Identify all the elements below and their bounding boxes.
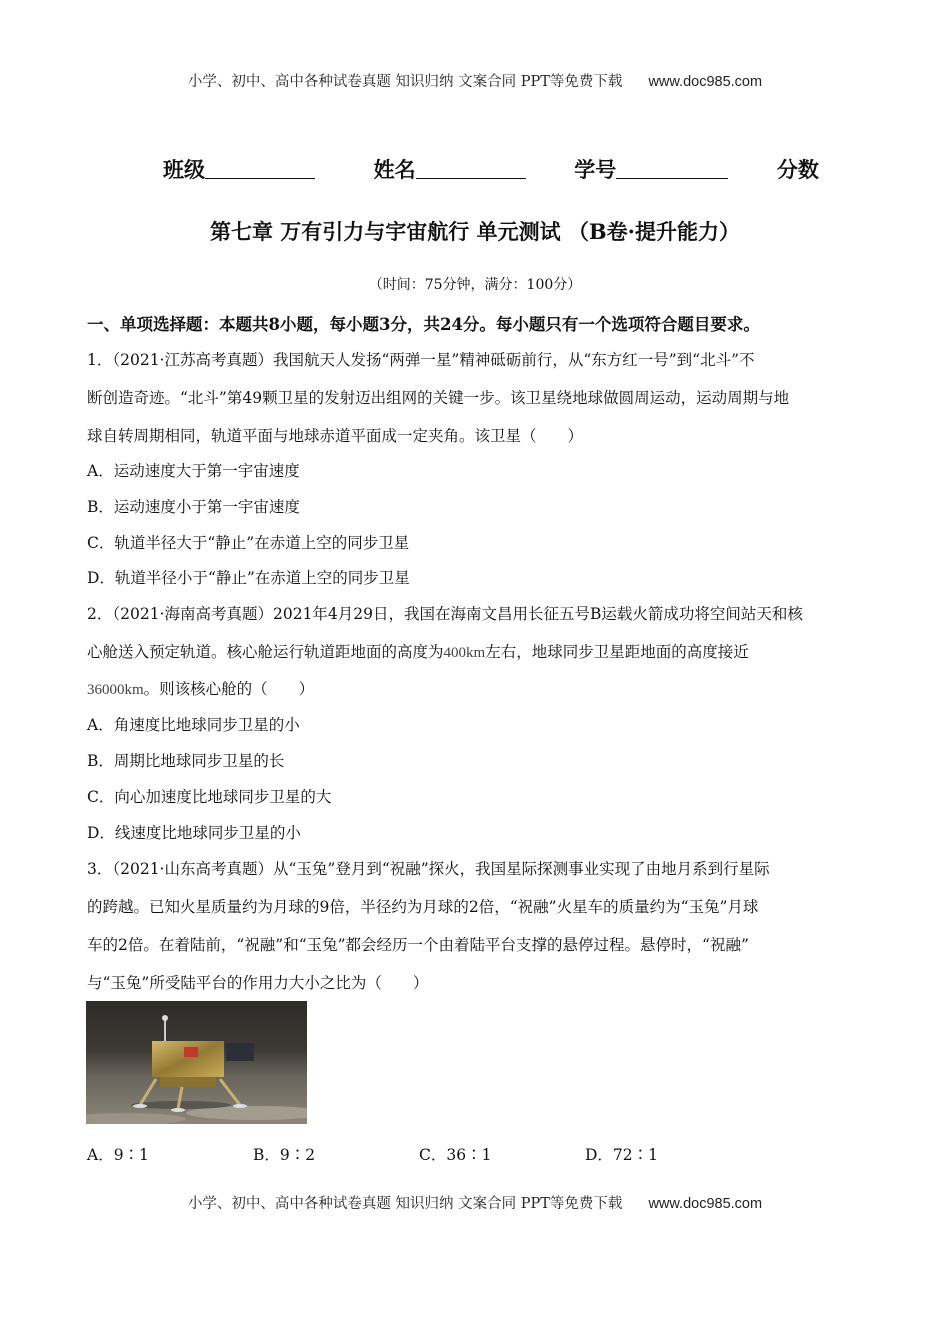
lander-illustration xyxy=(86,1001,307,1124)
q2-option-b: B．周期比地球同步卫星的长 xyxy=(87,752,285,770)
student-info-fields xyxy=(163,154,819,184)
q2-line-3 xyxy=(87,677,314,699)
q3-line-2: 的跨越。已知火星质量约为月球的9倍，半径约为月球的2倍，“祝融”火星车的质量约为“玉兔”月球 xyxy=(87,898,759,916)
lunar-lander-photo xyxy=(86,1001,307,1124)
q2-line-2-end: 左右，地球同步卫星距地面的高度接近 xyxy=(485,643,749,661)
q1-line-1: 1．（2021·江苏高考真题）我国航天人发扬“两弹一星”精神砥砺前行，从“东方红一号”到“北斗”不 xyxy=(87,351,755,369)
class-blank[interactable] xyxy=(205,158,315,179)
q1-line-3: 球自转周期相同，轨道平面与地球赤道平面成一定夹角。该卫星（ ） xyxy=(87,427,584,445)
q1-option-d: D．轨道半径小于“静止”在赤道上空的同步卫星 xyxy=(87,569,410,587)
score-label: 分数 xyxy=(776,157,819,182)
page-title: 第七章 万有引力与宇宙航行 单元测试 （B卷·提升能力） xyxy=(210,219,740,244)
number-blank[interactable] xyxy=(616,158,728,179)
q2-option-a: A．角速度比地球同步卫星的小 xyxy=(87,716,300,734)
page-header xyxy=(0,70,950,91)
page-footer xyxy=(0,1192,950,1213)
q2-line-2 xyxy=(87,640,749,662)
number-label: 学号 xyxy=(574,157,617,182)
header-site-link[interactable]: www.doc985.com xyxy=(648,74,763,90)
exam-info: （时间：75分钟，满分：100分） xyxy=(368,277,582,293)
header-text: 小学、初中、高中各种试卷真题 知识归纳 文案合同 PPT等免费下载 xyxy=(187,74,623,90)
q3-line-4: 与“玉兔”所受陆平台的作用力大小之比为（ ） xyxy=(87,974,429,992)
q2-option-c: C．向心加速度比地球同步卫星的大 xyxy=(87,788,332,806)
q2-line-3-text: 。则该核心舱的（ ） xyxy=(143,680,315,698)
q1-option-c: C．轨道半径大于“静止”在赤道上空的同步卫星 xyxy=(87,534,410,552)
class-label: 班级 xyxy=(163,157,205,182)
q2-math-36000km: 36000km xyxy=(87,682,144,698)
q2-option-d: D．线速度比地球同步卫星的小 xyxy=(87,824,301,842)
q2-math-400km: 400km xyxy=(443,645,486,661)
footer-text: 小学、初中、高中各种试卷真题 知识归纳 文案合同 PPT等免费下载 xyxy=(187,1196,623,1212)
q3-line-3: 车的2倍。在着陆前，“祝融”和“玉兔”都会经历一个由着陆平台支撑的悬停过程。悬停时，“祝融” xyxy=(87,936,749,954)
q3-option-b: B．9∶2 xyxy=(253,1146,316,1164)
footer-site-link[interactable]: www.doc985.com xyxy=(648,1196,763,1212)
q2-line-2-start: 心舱送入预定轨道。核心舱运行轨道距地面的高度为 xyxy=(87,643,444,661)
q1-option-a: A．运动速度大于第一宇宙速度 xyxy=(87,462,300,480)
name-label: 姓名 xyxy=(373,157,416,182)
q2-line-1: 2．（2021·海南高考真题）2021年4月29日，我国在海南文昌用长征五号B运载火箭成功将空间站天和核 xyxy=(87,605,803,623)
name-blank[interactable] xyxy=(416,158,526,179)
q1-option-b: B．运动速度小于第一宇宙速度 xyxy=(87,498,300,516)
q3-option-c: C．36∶1 xyxy=(419,1146,492,1164)
section-heading: 一、单项选择题：本题共8小题，每小题3分，共24分。每小题只有一个选项符合题目要求。 xyxy=(87,315,760,334)
q3-option-d: D．72∶1 xyxy=(585,1146,659,1164)
q3-line-1: 3．（2021·山东高考真题）从“玉兔”登月到“祝融”探火，我国星际探测事业实现了由地月系到行星际 xyxy=(87,860,770,878)
q3-option-a: A．9∶1 xyxy=(87,1146,149,1164)
q1-line-2: 断创造奇迹。“北斗”第49颗卫星的发射迈出组网的关键一步。该卫星绕地球做圆周运动，运动周期与地 xyxy=(87,389,790,407)
